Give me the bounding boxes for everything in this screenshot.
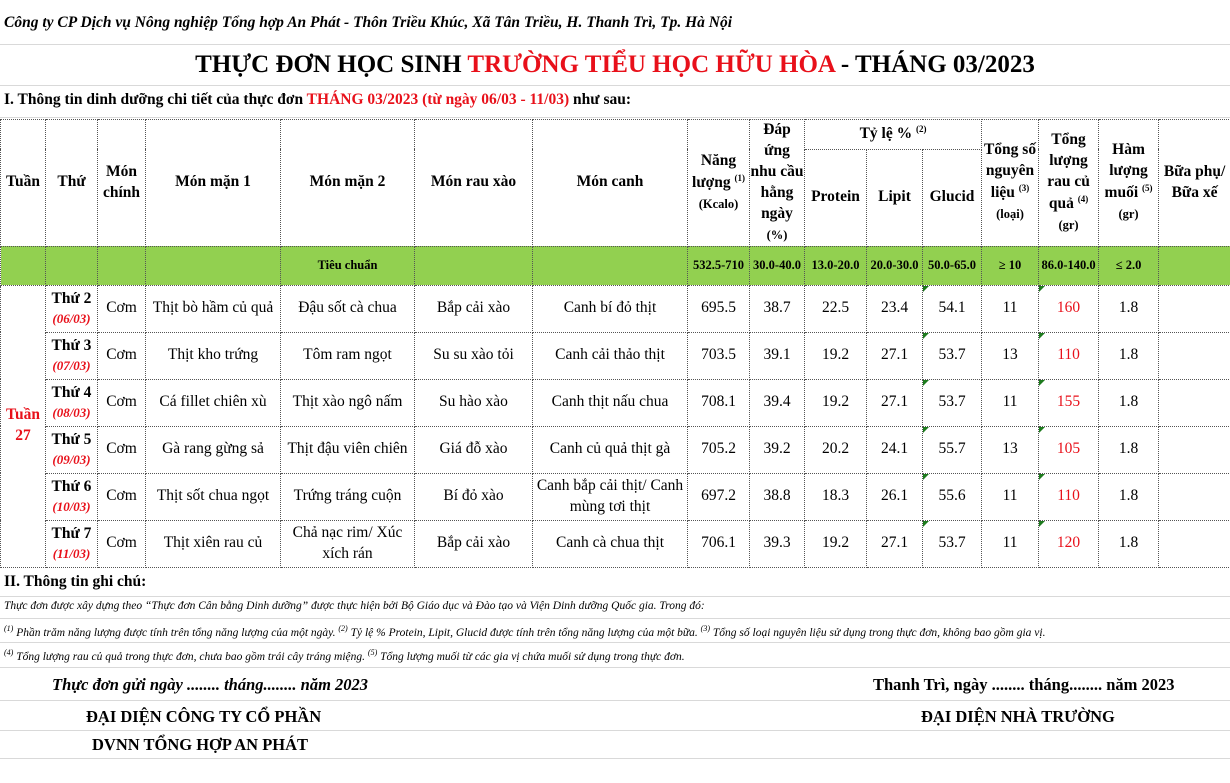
note5-text: Tổng lượng muối từ các gia vị chứa muối sử dụng trong thực đơn. [377,650,685,663]
day-date: (09/03) [52,452,91,468]
soup: Canh bắp cải thịt/ Canh mùng tơi thịt [533,473,688,520]
note1-text: Phần trăm năng lượng được tính trên tổng năng lượng của một ngày. [13,626,339,639]
school-representative: ĐẠI DIỆN NHÀ TRƯỜNG [921,707,1115,726]
glucid: 53.7 [923,332,982,379]
header-week: Tuần [1,120,46,247]
note3-sup: (3) [700,624,710,633]
std-blank [1,246,46,285]
title-school: TRƯỜNG TIỂU HỌC HỮU HÒA [467,51,835,78]
energy: 695.5 [688,285,750,332]
header-dish2: Món mặn 2 [281,120,415,247]
main-dish: Cơm [98,426,146,473]
header-veg-dish: Món rau xào [415,120,533,247]
snack [1159,285,1230,332]
day-date: (10/03) [52,499,91,515]
std-blank [98,246,146,285]
note-line-1 [0,619,1230,643]
std-glucid: 50.0-65.0 [923,246,982,285]
day-cell [46,473,98,520]
section1-heading [0,86,1230,118]
ingredients: 11 [982,379,1039,426]
salt: 1.8 [1099,379,1159,426]
dish2: Chả nạc rim/ Xúc xích rán [281,520,415,567]
main-dish: Cơm [98,332,146,379]
ingredients: 13 [982,332,1039,379]
dish2: Thịt xào ngô nấm [281,379,415,426]
day-row [1,426,1230,473]
lipit: 27.1 [867,379,923,426]
std-blank [146,246,281,285]
protein: 19.2 [805,520,867,567]
header-soup: Món canh [533,120,688,247]
grid-line [0,758,1230,759]
lipit: 24.1 [867,426,923,473]
day-name: Thứ 6 [51,478,92,496]
header-veg-amount-label: Tổng lượng rau củ quả [1047,130,1090,212]
std-protein: 13.0-20.0 [805,246,867,285]
day-name: Thứ 2 [51,290,92,308]
section1-prefix: I. Thông tin dinh dưỡng chi tiết của thực đơn [4,91,307,108]
std-ingredients: ≥ 10 [982,246,1039,285]
header-day: Thứ [46,120,98,247]
meet: 39.3 [750,520,805,567]
ingredients: 11 [982,285,1039,332]
main-dish: Cơm [98,285,146,332]
dish1: Gà rang gừng sả [146,426,281,473]
veg-dish: Su su xào tỏi [415,332,533,379]
meet: 38.8 [750,473,805,520]
day-row [1,332,1230,379]
day-row [1,473,1230,520]
snack [1159,473,1230,520]
day-date: (06/03) [52,311,91,327]
header-ingredients-label: Tổng số nguyên liệu [983,141,1037,202]
protein: 19.2 [805,379,867,426]
salt: 1.8 [1099,426,1159,473]
dish1: Cá fillet chiên xù [146,379,281,426]
header-energy-sup: (1) [734,172,745,183]
day-cell [46,426,98,473]
day-date: (07/03) [52,358,91,374]
soup: Canh thịt nấu chua [533,379,688,426]
dish2: Thịt đậu viên chiên [281,426,415,473]
day-cell [46,285,98,332]
veg-dish: Bí đỏ xào [415,473,533,520]
salt: 1.8 [1099,285,1159,332]
glucid: 55.6 [923,473,982,520]
note-line-2 [0,643,1230,668]
header-energy-unit: (Kcalo) [698,196,739,211]
day-name: Thứ 5 [51,431,92,449]
header-veg-amount [1039,120,1099,247]
dish1: Thịt sốt chua ngọt [146,473,281,520]
note-intro: Thực đơn được xây dựng theo “Thực đơn Cân bằng Dinh dưỡng” được thực hiện bởi Bộ Giáo dục và Đào tạo và Viện Dinh dưỡng Quốc gia. Trong đó: [0,597,1230,619]
std-energy: 532.5-710 [688,246,750,285]
energy: 708.1 [688,379,750,426]
protein: 18.3 [805,473,867,520]
soup: Canh củ quả thịt gà [533,426,688,473]
snack [1159,520,1230,567]
glucid: 55.7 [923,426,982,473]
day-date: (08/03) [52,405,91,421]
glucid: 54.1 [923,285,982,332]
dish2: Đậu sốt cà chua [281,285,415,332]
title-part1: THỰC ĐƠN HỌC SINH [195,51,468,78]
snack [1159,332,1230,379]
std-meet: 30.0-40.0 [750,246,805,285]
week-label: Tuần 27 [1,285,46,567]
std-blank [1159,246,1230,285]
veg-amount: 105 [1039,426,1099,473]
grid-line [0,730,1230,731]
company-info: Công ty CP Dịch vụ Nông nghiệp Tổng hợp An Phát - Thôn Triều Khúc, Xã Tân Triều, H. Thanh Trì, Tp. Hà Nội [4,14,733,31]
day-name: Thứ 4 [51,384,92,402]
soup: Canh cà chua thịt [533,520,688,567]
dish1: Thịt xiên rau củ [146,520,281,567]
note1-sup: (1) [4,624,14,633]
glucid: 53.7 [923,520,982,567]
veg-dish: Bắp cải xào [415,520,533,567]
veg-amount: 155 [1039,379,1099,426]
header-ingredients-unit: (loại) [996,207,1024,222]
header-meet [750,120,805,247]
header-snack: Bữa phụ/ Bữa xế [1159,120,1230,247]
send-date: Thực đơn gửi ngày ........ tháng........ năm 2023 [52,675,369,694]
meet: 39.4 [750,379,805,426]
veg-dish: Giá đỗ xào [415,426,533,473]
header-ratio-label: Tỷ lệ % [859,125,913,143]
header-salt-unit: (gr) [1118,207,1139,222]
day-row [1,520,1230,567]
energy: 705.2 [688,426,750,473]
header-veg-amount-unit: (gr) [1058,217,1079,232]
standard-row [1,246,1230,285]
veg-amount: 110 [1039,332,1099,379]
company-representative-name: DVNN TỔNG HỢP AN PHÁT [92,735,309,754]
day-cell [46,520,98,567]
energy: 703.5 [688,332,750,379]
main-dish: Cơm [98,520,146,567]
day-cell [46,332,98,379]
header-glucid: Glucid [923,149,982,246]
veg-dish: Su hào xào [415,379,533,426]
dish1: Thịt bò hầm củ quả [146,285,281,332]
section1-suffix: như sau: [569,91,632,108]
lipit: 26.1 [867,473,923,520]
header-ratio-sup: (2) [915,124,927,135]
lipit: 23.4 [867,285,923,332]
energy: 697.2 [688,473,750,520]
std-veg-amount: 86.0-140.0 [1039,246,1099,285]
header-row [1,120,1230,150]
snack [1159,426,1230,473]
page-title [0,44,1230,86]
menu-table [0,119,1230,568]
section2-heading: II. Thông tin ghi chú: [0,567,1230,597]
header-veg-amount-sup: (4) [1077,193,1089,204]
veg-dish: Bắp cải xào [415,285,533,332]
std-label: Tiêu chuẩn [281,246,415,285]
protein: 19.2 [805,332,867,379]
salt: 1.8 [1099,332,1159,379]
ingredients: 13 [982,426,1039,473]
note4-sup: (4) [4,648,14,657]
energy: 706.1 [688,520,750,567]
note2-sup: (2) [338,624,348,633]
grid-line [0,700,1230,701]
header-energy [688,120,750,247]
note4-text: Tổng lượng rau củ quả trong thực đơn, chưa bao gồm trái cây tráng miệng. [13,650,368,663]
protein: 20.2 [805,426,867,473]
veg-amount: 110 [1039,473,1099,520]
note3-text: Tổng số loại nguyên liệu sử dụng trong thực đơn, không bao gồm gia vị. [710,626,1046,639]
std-blank [533,246,688,285]
soup: Canh bí đỏ thịt [533,285,688,332]
header-ratio [805,120,982,150]
title-part3: - THÁNG 03/2023 [834,51,1035,78]
header-main: Món chính [98,120,146,247]
day-name: Thứ 7 [51,525,92,543]
header-meet-label: Đáp ứng nhu cầu hằng ngày [750,121,804,222]
header-salt [1099,120,1159,247]
header-salt-sup: (5) [1142,183,1153,194]
header-lipit: Lipit [867,149,923,246]
main-dish: Cơm [98,473,146,520]
place-date: Thanh Trì, ngày ........ tháng........ năm 2023 [873,675,1175,694]
header-energy-label: Năng lượng [692,151,737,191]
ingredients: 11 [982,520,1039,567]
day-name: Thứ 3 [51,337,92,355]
glucid: 53.7 [923,379,982,426]
lipit: 27.1 [867,332,923,379]
header-dish1: Món mặn 1 [146,120,281,247]
day-row [1,379,1230,426]
veg-amount: 160 [1039,285,1099,332]
dish2: Trứng tráng cuộn [281,473,415,520]
std-salt: ≤ 2.0 [1099,246,1159,285]
dish1: Thịt kho trứng [146,332,281,379]
header-protein: Protein [805,149,867,246]
note5-sup: (5) [367,648,378,657]
header-ingredients [982,120,1039,247]
day-cell [46,379,98,426]
soup: Canh cải thảo thịt [533,332,688,379]
meet: 39.1 [750,332,805,379]
section1-period: THÁNG 03/2023 (từ ngày 06/03 - 11/03) [306,91,570,108]
header-ingredients-sup: (3) [1018,183,1030,194]
note2-text: Tỷ lệ % Protein, Lipit, Glucid được tính trên tổng năng lượng của một bữa. [347,626,701,639]
main-dish: Cơm [98,379,146,426]
header-salt-label: Hàm lượng muối [1104,141,1148,202]
day-date: (11/03) [52,546,91,562]
ingredients: 11 [982,473,1039,520]
protein: 22.5 [805,285,867,332]
salt: 1.8 [1099,520,1159,567]
std-lipit: 20.0-30.0 [867,246,923,285]
meet: 38.7 [750,285,805,332]
header-meet-unit: (%) [766,227,788,242]
salt: 1.8 [1099,473,1159,520]
company-representative: ĐẠI DIỆN CÔNG TY CỔ PHẦN [86,707,322,726]
dish2: Tôm ram ngọt [281,332,415,379]
snack [1159,379,1230,426]
veg-amount: 120 [1039,520,1099,567]
day-row [1,285,1230,332]
meet: 39.2 [750,426,805,473]
lipit: 27.1 [867,520,923,567]
std-blank [46,246,98,285]
std-blank [415,246,533,285]
